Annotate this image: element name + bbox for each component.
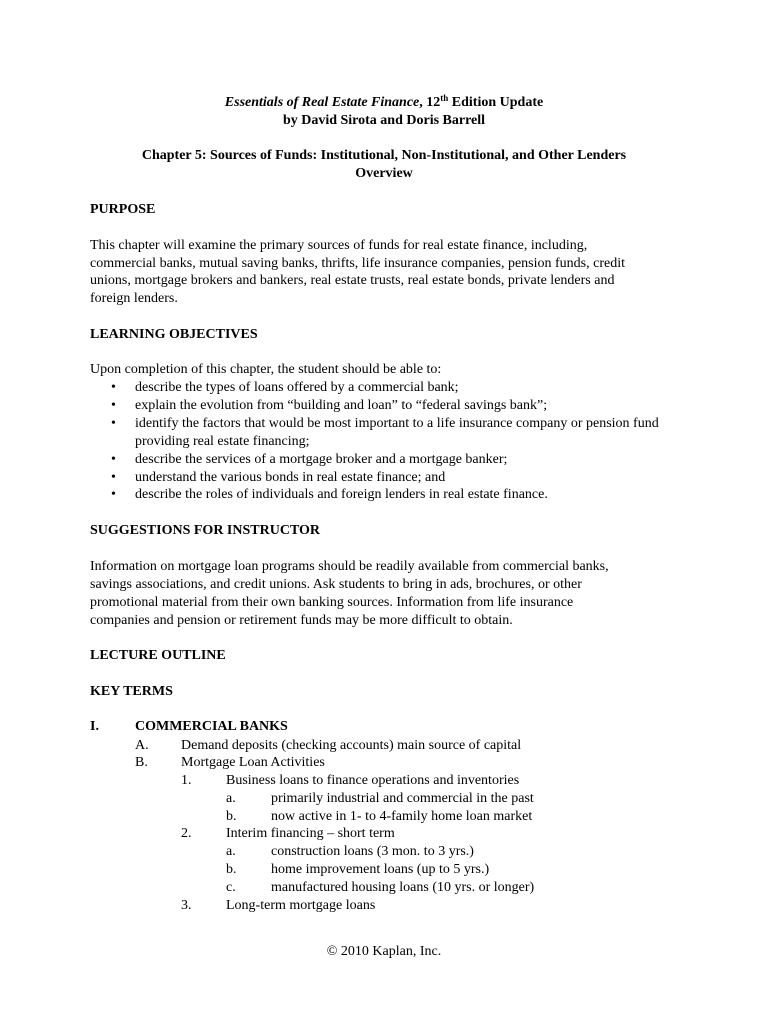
suggestions-heading: SUGGESTIONS FOR INSTRUCTOR [90, 523, 321, 538]
book-title-italic: Essentials of Real Estate Finance [224, 95, 420, 110]
authors: by David Sirota and Doris Barrell [282, 113, 486, 128]
outline-marker: I. [90, 719, 99, 734]
outline-marker: 1. [181, 773, 192, 788]
suggestions-line: promotional material from their own banking sources. Information from life insurance [90, 595, 574, 610]
objective-item: describe the types of loans offered by a commercial bank; [135, 380, 459, 395]
purpose-line: foreign lenders. [90, 291, 178, 306]
outline-marker: 3. [181, 898, 192, 913]
objective-item: describe the roles of individuals and foreign lenders in real estate finance. [135, 487, 548, 502]
chapter-title: Chapter 5: Sources of Funds: Institutional, Non-Institutional, and Other Lenders [141, 148, 627, 163]
outline-marker: A. [135, 738, 149, 753]
outline-marker: a. [226, 844, 236, 859]
bullet-icon: • [111, 416, 116, 431]
objective-item: identify the factors that would be most important to a life insurance company or pension fund providing real estate financing; [135, 416, 659, 449]
bullet-icon: • [111, 398, 116, 413]
outline-item: now active in 1- to 4-family home loan market [271, 809, 533, 824]
bullet-icon: • [111, 380, 116, 395]
purpose-line: unions, mortgage brokers and bankers, real estate trusts, real estate bonds, private lenders and [90, 273, 615, 288]
outline-marker: a. [226, 791, 236, 806]
outline-marker: b. [226, 862, 237, 877]
outline-item: construction loans (3 mon. to 3 yrs.) [271, 844, 474, 859]
outline-item: Business loans to finance operations and inventories [226, 773, 520, 788]
outline-item: Interim financing – short term [226, 826, 395, 841]
outline-item: manufactured housing loans (10 yrs. or longer) [271, 880, 535, 895]
objective-item: explain the evolution from “building and loan” to “federal savings bank”; [135, 398, 548, 413]
bullet-icon: • [111, 470, 116, 485]
book-title [0, 94, 768, 112]
outline-item: primarily industrial and commercial in the past [271, 791, 534, 806]
outline-marker: 2. [181, 826, 192, 841]
purpose-line: commercial banks, mutual saving banks, thrifts, life insurance companies, pension funds, credit [90, 256, 625, 271]
page-footer: © 2010 Kaplan, Inc. [326, 944, 442, 959]
outline-item: Mortgage Loan Activities [181, 755, 325, 770]
chapter-subtitle: Overview [355, 166, 413, 181]
objective-item: describe the services of a mortgage broker and a mortgage banker; [135, 452, 508, 467]
outline-section-title: COMMERCIAL BANKS [135, 719, 288, 734]
outline-marker: B. [135, 755, 148, 770]
title-separator: , [419, 95, 427, 110]
edition-text: Edition Update [448, 95, 544, 110]
bullet-icon: • [111, 487, 116, 502]
objectives-intro: Upon completion of this chapter, the student should be able to: [90, 362, 442, 377]
suggestions-line: savings associations, and credit unions. Ask students to bring in ads, brochures, or other [90, 577, 582, 592]
purpose-heading: PURPOSE [90, 202, 156, 217]
edition-number: 12 [426, 95, 441, 110]
outline-item: Demand deposits (checking accounts) main source of capital [181, 738, 522, 753]
edition-superscript: th [440, 93, 449, 103]
objective-item: understand the various bonds in real estate finance; and [135, 470, 446, 485]
objectives-heading: LEARNING OBJECTIVES [90, 327, 258, 342]
outline-item: Long-term mortgage loans [226, 898, 376, 913]
suggestions-line: Information on mortgage loan programs should be readily available from commercial banks, [90, 559, 609, 574]
bullet-icon: • [111, 452, 116, 467]
suggestions-line: companies and pension or retirement funds may be more difficult to obtain. [90, 613, 513, 628]
key-terms-heading: KEY TERMS [90, 684, 173, 699]
outline-marker: b. [226, 809, 237, 824]
lecture-outline-heading: LECTURE OUTLINE [90, 648, 226, 663]
purpose-line: This chapter will examine the primary sources of funds for real estate finance, including, [90, 238, 588, 253]
outline-item: home improvement loans (up to 5 yrs.) [271, 862, 490, 877]
outline-marker: c. [226, 880, 236, 895]
